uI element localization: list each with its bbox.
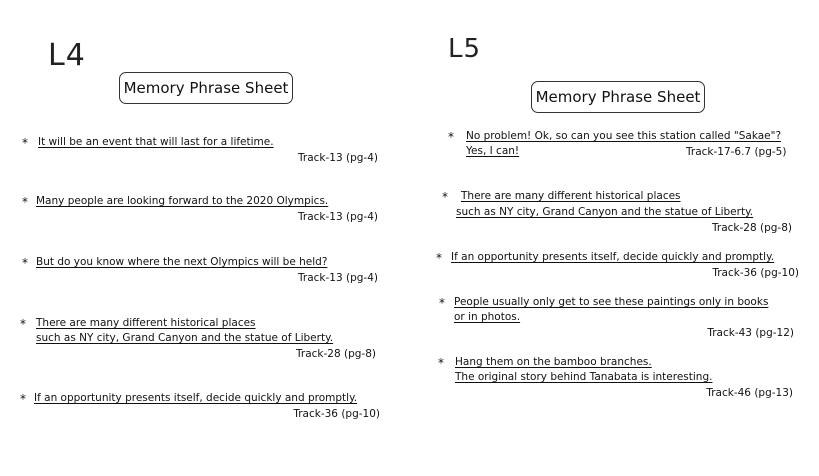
- phrase-line: such as NY city, Grand Canyon and the statue of Liberty.: [456, 206, 754, 218]
- phrase-line: or in photos.: [454, 311, 521, 323]
- phrase-item: [448, 129, 808, 161]
- track-reference: Track-36 (pg-10): [293, 408, 380, 420]
- sheet-title-l4: Memory Phrase Sheet: [119, 72, 293, 104]
- bullet-star: *: [436, 251, 442, 265]
- sheet-title-l5: Memory Phrase Sheet: [531, 81, 705, 113]
- bullet-star: *: [439, 296, 445, 310]
- phrase-line: Many people are looking forward to the 2020 Olympics.: [36, 195, 329, 207]
- phrase-item: [439, 295, 804, 343]
- l5-sheet: [410, 0, 819, 476]
- phrase-item: [20, 316, 392, 364]
- track-reference: Track-28 (pg-8): [296, 348, 376, 360]
- bullet-star: *: [22, 195, 28, 209]
- level-label-l4: L4: [48, 38, 86, 73]
- track-reference: Track-13 (pg-4): [298, 211, 378, 223]
- track-reference: Track-13 (pg-4): [298, 272, 378, 284]
- track-reference: Track-36 (pg-10): [712, 267, 799, 279]
- phrase-line: No problem! Ok, so can you see this station called "Sakae"?: [466, 130, 782, 142]
- bullet-star: *: [20, 317, 26, 331]
- phrase-line: such as NY city, Grand Canyon and the statue of Liberty.: [36, 332, 334, 344]
- track-reference: Track-17-6.7 (pg-5): [686, 146, 787, 158]
- phrase-line: If an opportunity presents itself, decide quickly and promptly.: [34, 392, 358, 404]
- phrase-item: [436, 250, 804, 282]
- phrase-item: [20, 391, 392, 423]
- phrase-item: [438, 355, 804, 403]
- phrase-line: There are many different historical places: [461, 190, 681, 202]
- phrase-line: Yes, I can!: [466, 145, 520, 157]
- phrase-item: [442, 189, 804, 237]
- phrase-item: [22, 194, 392, 226]
- phrase-line: But do you know where the next Olympics will be held?: [36, 256, 328, 268]
- bullet-star: *: [442, 190, 448, 204]
- bullet-star: *: [22, 136, 28, 150]
- phrase-item: [22, 135, 392, 167]
- level-label-l5: L5: [448, 34, 482, 64]
- phrase-line: If an opportunity presents itself, decide quickly and promptly.: [451, 251, 775, 263]
- bullet-star: *: [438, 356, 444, 370]
- phrase-item: [22, 255, 392, 287]
- track-reference: Track-28 (pg-8): [712, 222, 792, 234]
- phrase-line: People usually only get to see these paintings only in books: [454, 296, 769, 308]
- track-reference: Track-46 (pg-13): [706, 387, 793, 399]
- phrase-line: Hang them on the bamboo branches.: [455, 356, 652, 368]
- bullet-star: *: [22, 256, 28, 270]
- page-divider: [409, 0, 410, 476]
- bullet-star: *: [20, 392, 26, 406]
- phrase-line: There are many different historical places: [36, 317, 256, 329]
- bullet-star: *: [448, 130, 454, 144]
- phrase-line: It will be an event that will last for a lifetime.: [38, 136, 274, 148]
- track-reference: Track-13 (pg-4): [298, 152, 378, 164]
- track-reference: Track-43 (pg-12): [707, 327, 794, 339]
- phrase-line: The original story behind Tanabata is interesting.: [455, 371, 713, 383]
